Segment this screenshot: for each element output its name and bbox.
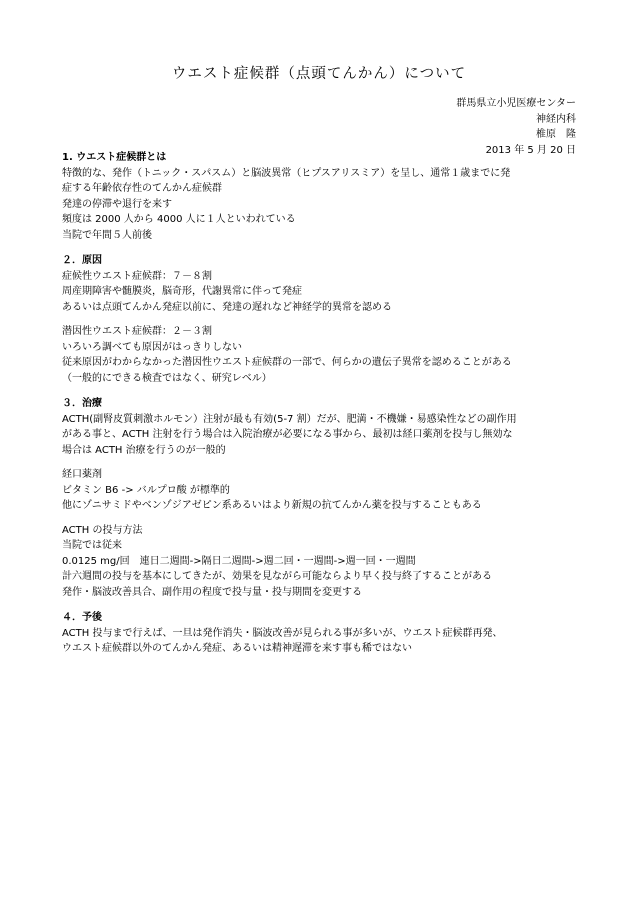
paragraph	[62, 269, 582, 316]
section	[62, 253, 582, 386]
author-block	[456, 96, 576, 158]
section-heading: 1. ウエスト症候群とは	[62, 152, 167, 163]
paragraph	[62, 324, 582, 386]
text-line: ウエスト症候群以外のてんかん発症、あるいは精神遅滞を来す事も稀ではない	[62, 643, 412, 654]
section-heading: ２．原因	[62, 255, 102, 266]
text-line: 経口薬剤	[62, 469, 102, 480]
text-line: ビタミン B6 -> バルプロ酸 が標準的	[62, 484, 230, 496]
text-line: あるいは点頭てんかん発症以前に、発達の遅れなど神経学的異常を認める	[62, 301, 392, 313]
section-heading: ４．予後	[62, 612, 102, 623]
author-name: 椎原 隆	[536, 129, 576, 140]
text-line: ACTH 投与まで行えば、一旦は発作消失・脳波改善が見られる事が多いが、ウエスト症候群再発、	[62, 627, 503, 639]
text-line: がある事と、ACTH 注射を行う場合は入院治療が必要になる事から、最初は経口薬剤を投与し無効な	[62, 429, 513, 440]
paragraph	[62, 166, 582, 244]
text-line: 他にゾニサミドやベンゾジアゼピン系あるいはより新規の抗てんかん薬を投与することもある	[62, 500, 482, 511]
page-title: ウエスト症候群（点頭てんかん）について	[171, 66, 467, 82]
author-department: 神経内科	[536, 113, 576, 125]
text-line: 計六週間の投与を基本にしてきたが、効果を見ながら可能ならより早く投与終了することがある	[62, 571, 492, 582]
section	[62, 610, 582, 657]
section	[62, 150, 582, 243]
text-line: （一般的にできる検査ではなく、研究レベル）	[62, 372, 272, 384]
text-line: 頻度は 2000 人から 4000 人に１人といわれている	[62, 214, 296, 225]
paragraph	[62, 626, 582, 657]
text-line: 発作・脳波改善具合、副作用の程度で投与量・投与期間を変更する	[62, 586, 362, 598]
paragraph	[62, 467, 582, 514]
text-line: 従来原因がわからなかった潜因性ウエスト症候群の一部で、何らかの遺伝子異常を認めることがある	[62, 357, 512, 368]
section-heading: ３．治療	[62, 398, 102, 409]
text-line: 発達の停滞や退行を来す	[62, 198, 172, 210]
text-line: 症候性ウエスト症候群：７－８割	[62, 270, 212, 282]
text-line: 症する年齢依存性のてんかん症候群	[62, 183, 222, 194]
text-line: 当院で年間５人前後	[62, 229, 152, 241]
paragraph	[62, 412, 582, 459]
paragraph	[62, 523, 582, 601]
document-body	[62, 150, 582, 657]
text-line: ACTH(副腎皮質刺激ホルモン）注射が最も有効(5-7 割）だが、肥満・不機嫌・易感染性などの副作用	[62, 413, 517, 425]
text-line: 周産期障害や髄膜炎，脳奇形，代謝異常に伴って発症	[62, 286, 302, 297]
text-line: いろいろ調べても原因がはっきりしない	[62, 341, 242, 353]
text-line: 潜因性ウエスト症候群：２－３割	[62, 326, 212, 337]
text-line: ACTH の投与方法	[62, 524, 143, 536]
author-institution: 群馬県立小児医療センター	[456, 98, 576, 109]
text-line: 特徴的な、発作（トニック・スパスム）と脳波異常（ヒプスアリスミア）を呈し、通常１歳までに発	[62, 167, 511, 179]
document-date: 2013 年 5 月 20 日	[485, 144, 576, 156]
text-line: 場合は ACTH 治療を行うのが一般的	[62, 444, 226, 456]
text-line: 0.0125 mg/回 連日二週間->隔日二週間->週二回・一週間->週一回・一週間	[62, 555, 416, 567]
text-line: 当院では従来	[62, 540, 122, 551]
section	[62, 396, 582, 600]
